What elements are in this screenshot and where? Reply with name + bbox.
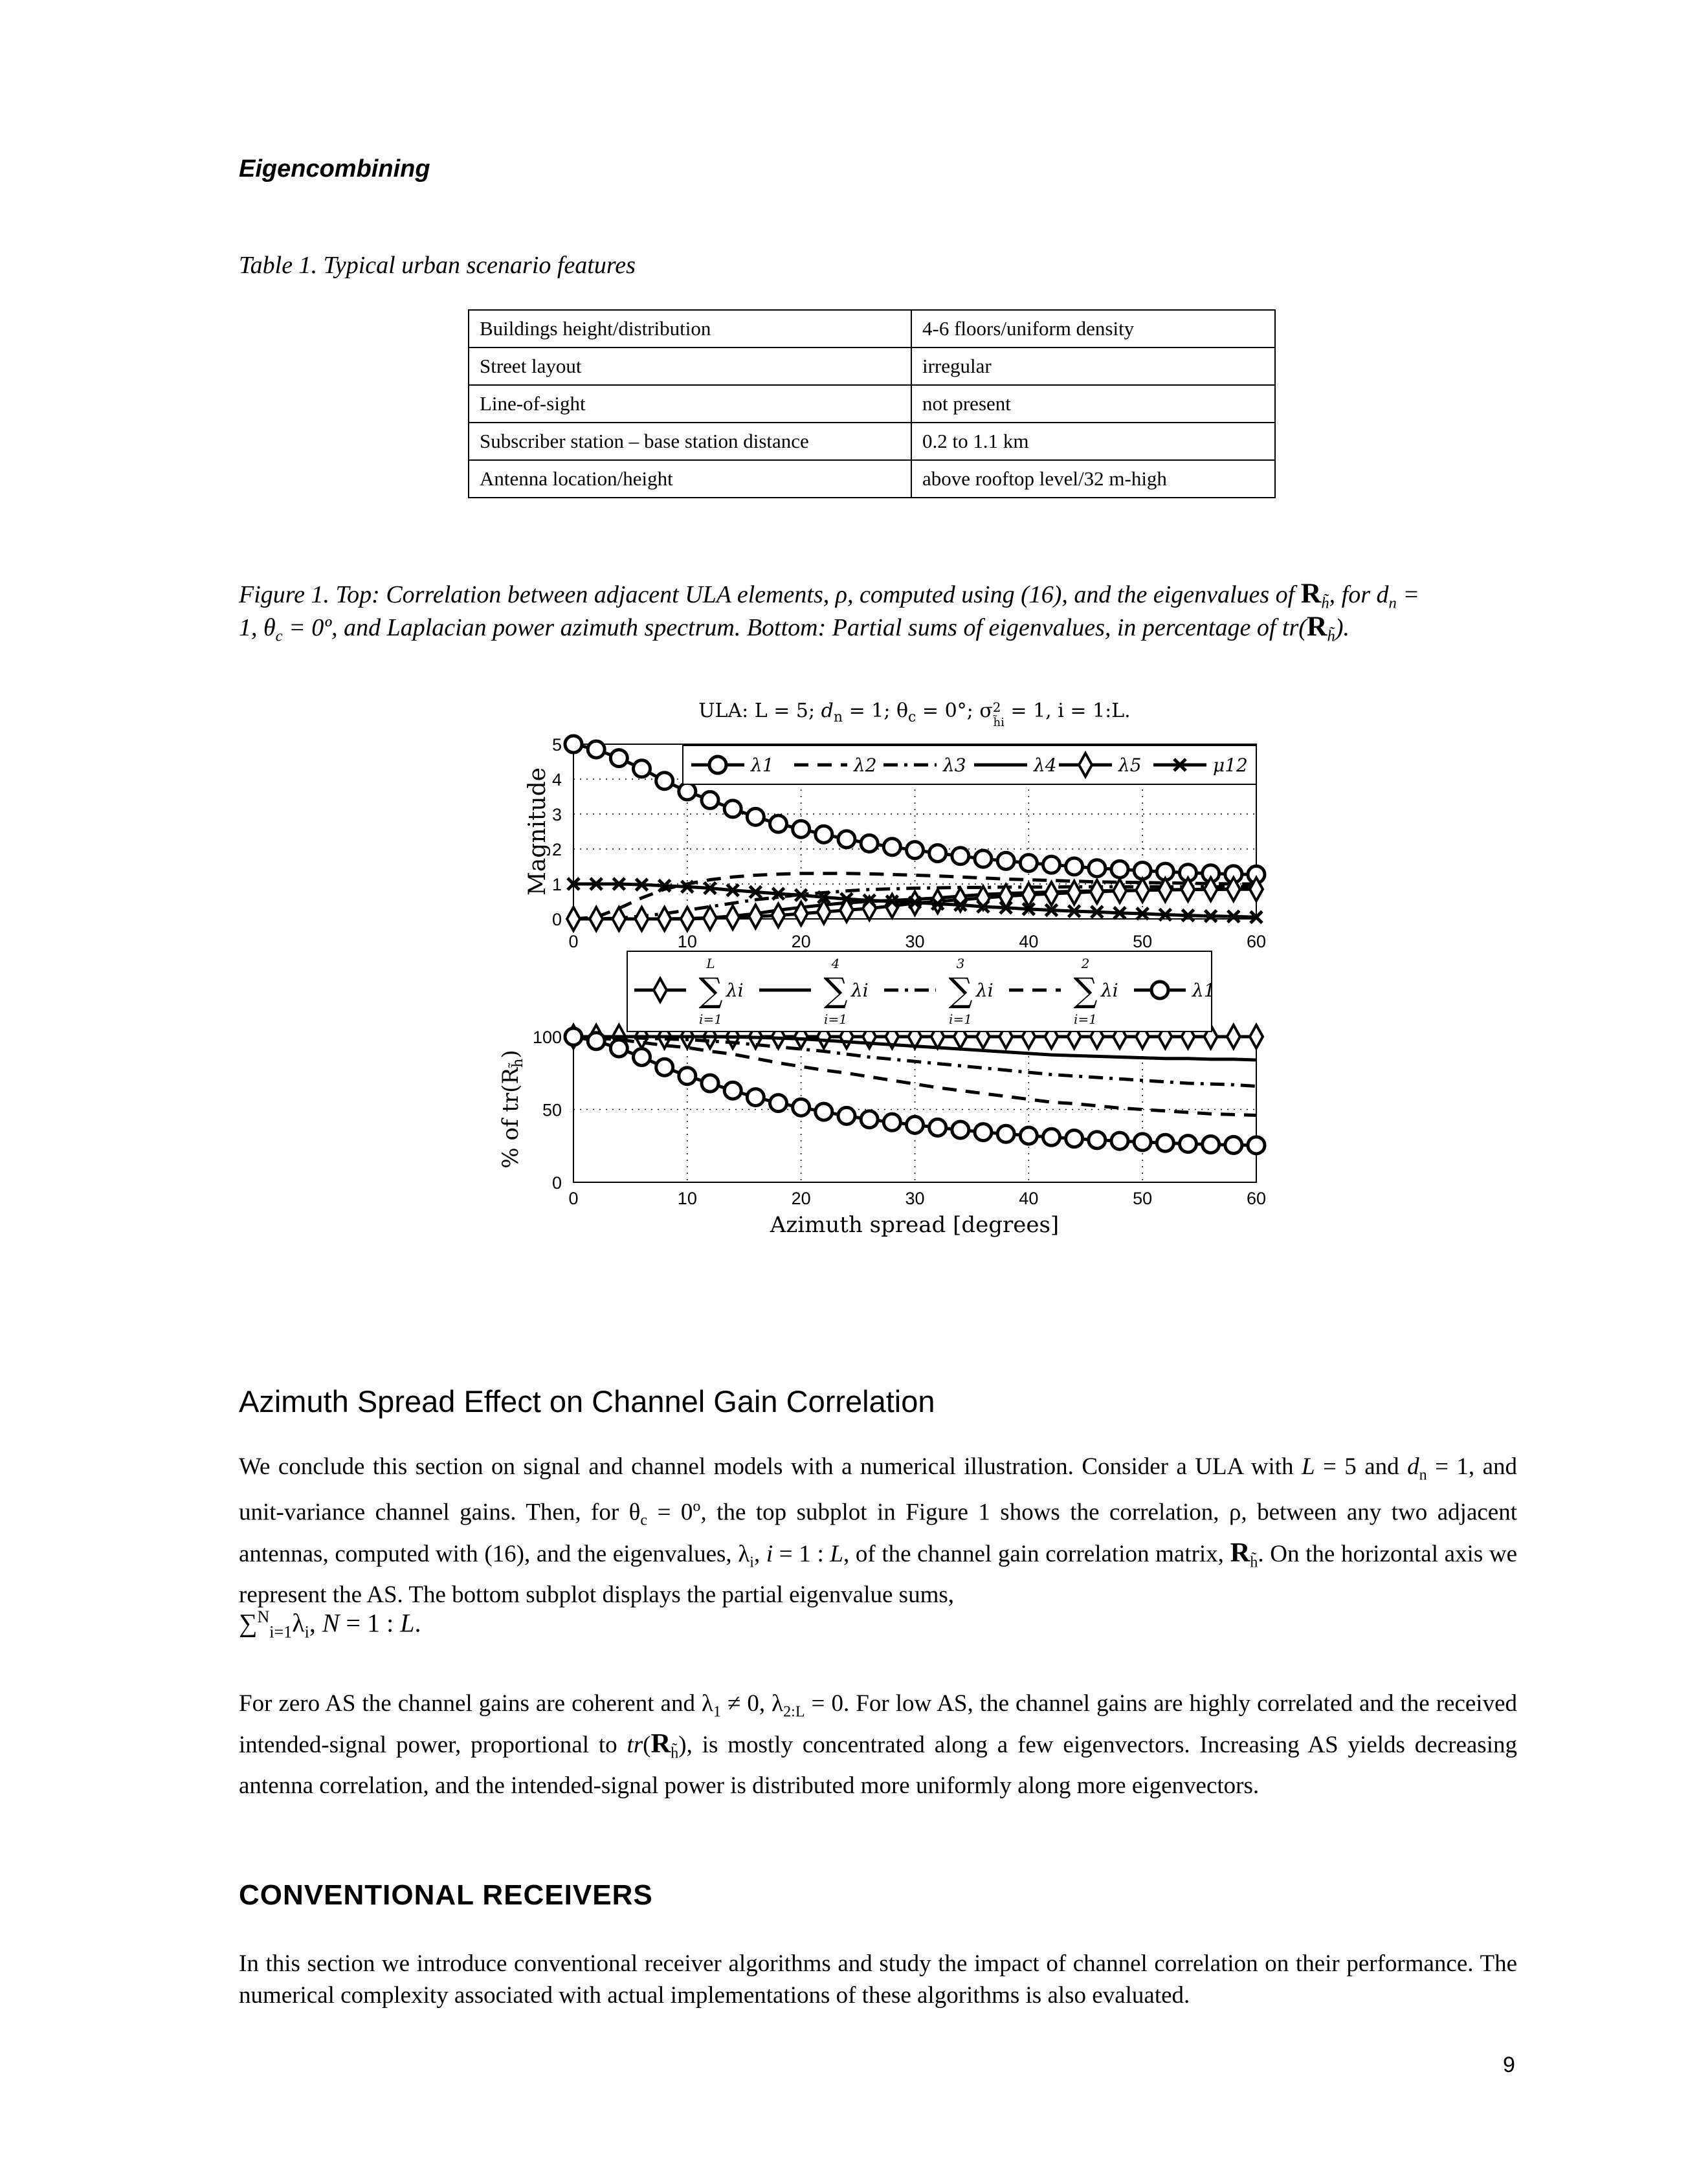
circle-marker [747,808,764,825]
text-segment: n [1388,594,1397,612]
ylabel-part: % of tr(R [498,1067,524,1169]
x-tick-label: 50 [1133,932,1153,951]
text-segment: , of the channel gain correlation matrix, [843,1541,1230,1568]
text-segment: h̃ [1321,594,1329,612]
text-segment: , is mostly concentrated along a few eigenvectors. Increasing AS yields decreasing antenna correlation, and the intended-signal power is distributed more uniformly along more eigenvectors. [239,1732,1517,1799]
text-segment: , the top subplot in Figure 1 shows the correlation, ρ, between any two adjacent antennas, computed with (16), and the eigenvalues, λ [239,1499,1517,1568]
circle-marker [816,1103,832,1120]
text-segment: R [1306,611,1327,642]
legend-label: λ3 [943,755,966,776]
text-segment: i [304,1622,309,1642]
circle-marker [656,773,673,789]
text-segment: , [309,1608,322,1638]
circle-marker [634,760,650,777]
paragraph-1 [239,1451,1517,1611]
y-axis-label: Magnitude [524,767,551,896]
title-part: 2 [992,700,1001,715]
text-segment: = 1 : [339,1608,401,1638]
x-tick-label: 20 [791,932,811,951]
legend-label: λi [976,980,994,1001]
circle-marker [929,1119,946,1136]
x-axis-label: Azimuth spread [degrees] [770,1212,1060,1238]
text-segment: tr [627,1732,643,1759]
running-header: Eigencombining [239,155,430,182]
sum-upper-limit: 3 [956,956,965,971]
sum-upper-limit: 4 [831,956,840,971]
circle-marker [1248,1137,1265,1154]
circle-marker [724,800,741,817]
sum-symbol: ∑ [823,971,848,1010]
text-segment: = 0º, and Laplacian power azimuth spectrum. Bottom: Partial sums of eigenvalues, in percentage of [282,614,1282,641]
circle-marker [1203,1136,1219,1153]
x-tick-label: 30 [905,1189,925,1208]
title-part: = 1, i = 1:L. [1004,700,1131,722]
x-tick-label: 50 [1133,1189,1153,1208]
y-tick-label: 0 [551,1173,562,1193]
circle-marker [1134,1134,1151,1151]
sum-symbol: ∑ [1073,971,1098,1010]
circle-marker [770,1095,787,1112]
paragraph-3 [239,1948,1517,2011]
table-caption: Table 1. Typical urban scenario features [239,252,636,279]
x-tick-label: 0 [568,932,579,951]
title-part: = 1; θ [843,700,909,722]
x-tick-label: 60 [1246,932,1267,951]
circle-marker [816,826,832,843]
title-part: d [821,700,834,722]
circle-marker [1111,861,1128,877]
circle-marker [883,839,900,855]
sum-upper-limit: L [706,956,715,971]
circle-marker [952,848,969,865]
y-tick-label: 0 [551,910,562,929]
text-segment: i [766,1541,773,1568]
text-segment: . [414,1608,421,1638]
sum-symbol: ∑ [698,971,723,1010]
section-heading-conventional-receivers: CONVENTIONAL RECEIVERS [239,1879,653,1911]
text-segment: h̃ [671,1745,679,1762]
circle-marker [861,1111,878,1128]
feature-name: Street layout [469,347,911,385]
legend-label: λ4 [1034,755,1057,776]
text-segment: N [257,1607,270,1626]
text-segment: λ [292,1608,305,1638]
sum-upper-limit: 2 [1081,956,1090,971]
x-tick-label: 10 [677,932,697,951]
text-segment: h̃ [1327,627,1335,645]
section-heading: Azimuth Spread Effect on Channel Gain Correlation [239,1384,935,1418]
legend-label: λi [1101,980,1118,1001]
circle-marker [610,750,627,767]
circle-marker [929,844,946,861]
chart-title [698,700,1130,729]
legend-label: λi [851,980,869,1001]
feature-value: 4-6 floors/uniform density [911,310,1275,347]
x-tick-label: 10 [677,1189,697,1208]
y-tick-label: 2 [551,840,562,859]
circle-marker [1066,1131,1083,1147]
circle-marker [1089,860,1105,877]
circle-marker [1225,1136,1242,1153]
feature-value: irregular [911,347,1275,385]
y-tick-label: 50 [542,1100,562,1120]
circle-marker [883,1114,900,1131]
text-segment: 2:L [783,1703,805,1721]
circle-marker [1157,1134,1173,1151]
text-segment: tr( [1282,614,1307,641]
x-tick-label: 0 [568,1189,579,1208]
text-segment: 1, θ [239,614,276,641]
x-tick-label: 40 [1019,932,1039,951]
circle-marker [1089,1132,1105,1149]
y-axis-label [498,1050,526,1168]
circle-marker [997,852,1014,869]
legend-label: λ2 [854,755,877,776]
circle-marker [907,1116,924,1133]
legend-label: λ1 [751,755,774,776]
y-tick-label: 1 [551,875,562,894]
x-tick-label: 40 [1019,1189,1039,1208]
text-segment: = 5 and [1315,1453,1408,1480]
circle-marker [952,1121,969,1138]
feature-value: 0.2 to 1.1 km [911,423,1275,460]
sum-lower-limit: i=1 [824,1011,847,1027]
y-tick-label: 3 [551,805,562,824]
circle-marker [1020,855,1037,872]
x-tick-label: 60 [1246,1189,1267,1208]
circle-marker [610,1040,627,1057]
text-segment: h̃ [1250,1554,1258,1571]
text-segment: n [1419,1466,1427,1484]
circle-marker [702,791,718,808]
feature-value: not present [911,385,1275,423]
circle-marker [702,1075,718,1092]
legend-label: λ1 [1192,980,1216,1001]
feature-name: Buildings height/distribution [469,310,911,347]
text-segment: For zero AS the channel gains are coherent and λ [239,1690,713,1717]
circle-marker [565,1028,582,1045]
legend-label: λi [726,980,744,1001]
text-segment: , [753,1541,766,1568]
text-segment: c [275,627,283,645]
circle-marker [997,1125,1014,1142]
legend-label: μ12 [1213,755,1248,776]
text-segment: . On the horizontal axis we represent the AS. The bottom subplot displays the partial eigenvalue sums, [239,1541,1518,1608]
y-tick-label: 100 [532,1028,562,1047]
text-segment: = 0. For low AS, the channel gains are highly correlated and the received intended-signal power, proportional to [239,1690,1518,1759]
circle-marker [1066,858,1083,875]
circle-marker [724,1082,741,1099]
circle-marker [1151,982,1168,998]
circle-marker [975,850,992,867]
circle-marker [1111,1132,1128,1149]
circle-marker [770,815,787,832]
text-segment: L [1301,1453,1315,1480]
text-segment: R [650,1728,671,1759]
text-segment: = [1396,581,1420,608]
text-segment: Figure 1. Top: Correlation between adjacent ULA elements, ρ, computed using (16), and the eigenvalues of [239,581,1301,608]
circle-marker [861,835,878,852]
title-part: h̃i [993,716,1005,730]
circle-marker [1043,856,1060,873]
text-segment: R [1230,1538,1250,1569]
text-segment: N [322,1608,340,1638]
circle-marker [679,1068,696,1085]
page-number: 9 [1503,2053,1515,2077]
circle-marker [709,756,726,773]
y-tick-label: 4 [551,770,562,789]
text-segment: L [830,1541,843,1568]
circle-marker [838,1107,855,1124]
sum-lower-limit: i=1 [949,1011,972,1027]
text-segment: L [400,1608,415,1638]
sum-lower-limit: i=1 [1074,1011,1097,1027]
text-segment: In this section we introduce conventional receiver algorithms and study the impact of channel correlation on their performance. The numerical complexity associated with actual implementations of these algorithms is also evaluated. [239,1950,1517,2009]
sum-symbol: ∑ [948,971,973,1010]
partial-sum-formula [239,1607,421,1642]
text-segment: c [640,1512,648,1530]
text-segment: ( [643,1732,651,1759]
circle-marker [588,1033,605,1050]
circle-marker [793,1099,810,1116]
circle-marker [747,1089,764,1106]
legend-label: λ5 [1118,755,1142,776]
circle-marker [588,741,605,758]
circle-marker [907,842,924,859]
y-tick-label: 5 [551,735,562,755]
circle-marker [1043,1129,1060,1145]
title-part: ULA: L = 5; [698,700,821,722]
paragraph-2 [239,1688,1517,1802]
feature-name: Line-of-sight [469,385,911,423]
text-segment: d [1407,1453,1419,1480]
circle-marker [565,736,582,753]
ylabel-part: ) [498,1050,524,1059]
text-segment: i=1 [269,1622,293,1642]
feature-value: above rooftop level/32 m-high [911,460,1275,498]
circle-marker [656,1059,673,1075]
feature-name: Antenna location/height [469,460,911,498]
title-part: c [908,709,916,725]
text-segment: ). [1335,614,1349,641]
text-segment: R [1300,578,1322,609]
circle-marker [838,831,855,848]
text-segment: = 1 : [773,1541,830,1568]
feature-name: Subscriber station – base station distance [469,423,911,460]
circle-marker [1180,1136,1197,1153]
circle-marker [1020,1127,1037,1144]
x-tick-label: 30 [905,932,925,951]
x-tick-label: 20 [791,1189,811,1208]
circle-marker [793,821,810,837]
circle-marker [975,1124,992,1141]
text-segment: ≠ 0, λ [720,1690,784,1717]
text-segment: We conclude this section on signal and channel models with a numerical illustration. Consider a ULA with [239,1453,1302,1480]
ylabel-part: h̃ [509,1058,526,1068]
text-segment: = 0 [647,1499,693,1526]
title-part: n [833,709,843,725]
text-segment: , for d [1329,581,1389,608]
circle-marker [679,783,696,800]
text-segment: o [693,1498,701,1516]
sum-lower-limit: i=1 [699,1011,722,1027]
title-part: = 0°; σ [916,700,993,722]
circle-marker [634,1049,650,1066]
text-segment: ∑ [239,1608,258,1638]
text-segment: ) [678,1732,687,1759]
text-segment: 1 [713,1703,721,1721]
text-segment: = 1, and unit-variance channel gains. Then, for θ [239,1453,1517,1526]
text-segment: i [750,1554,754,1571]
